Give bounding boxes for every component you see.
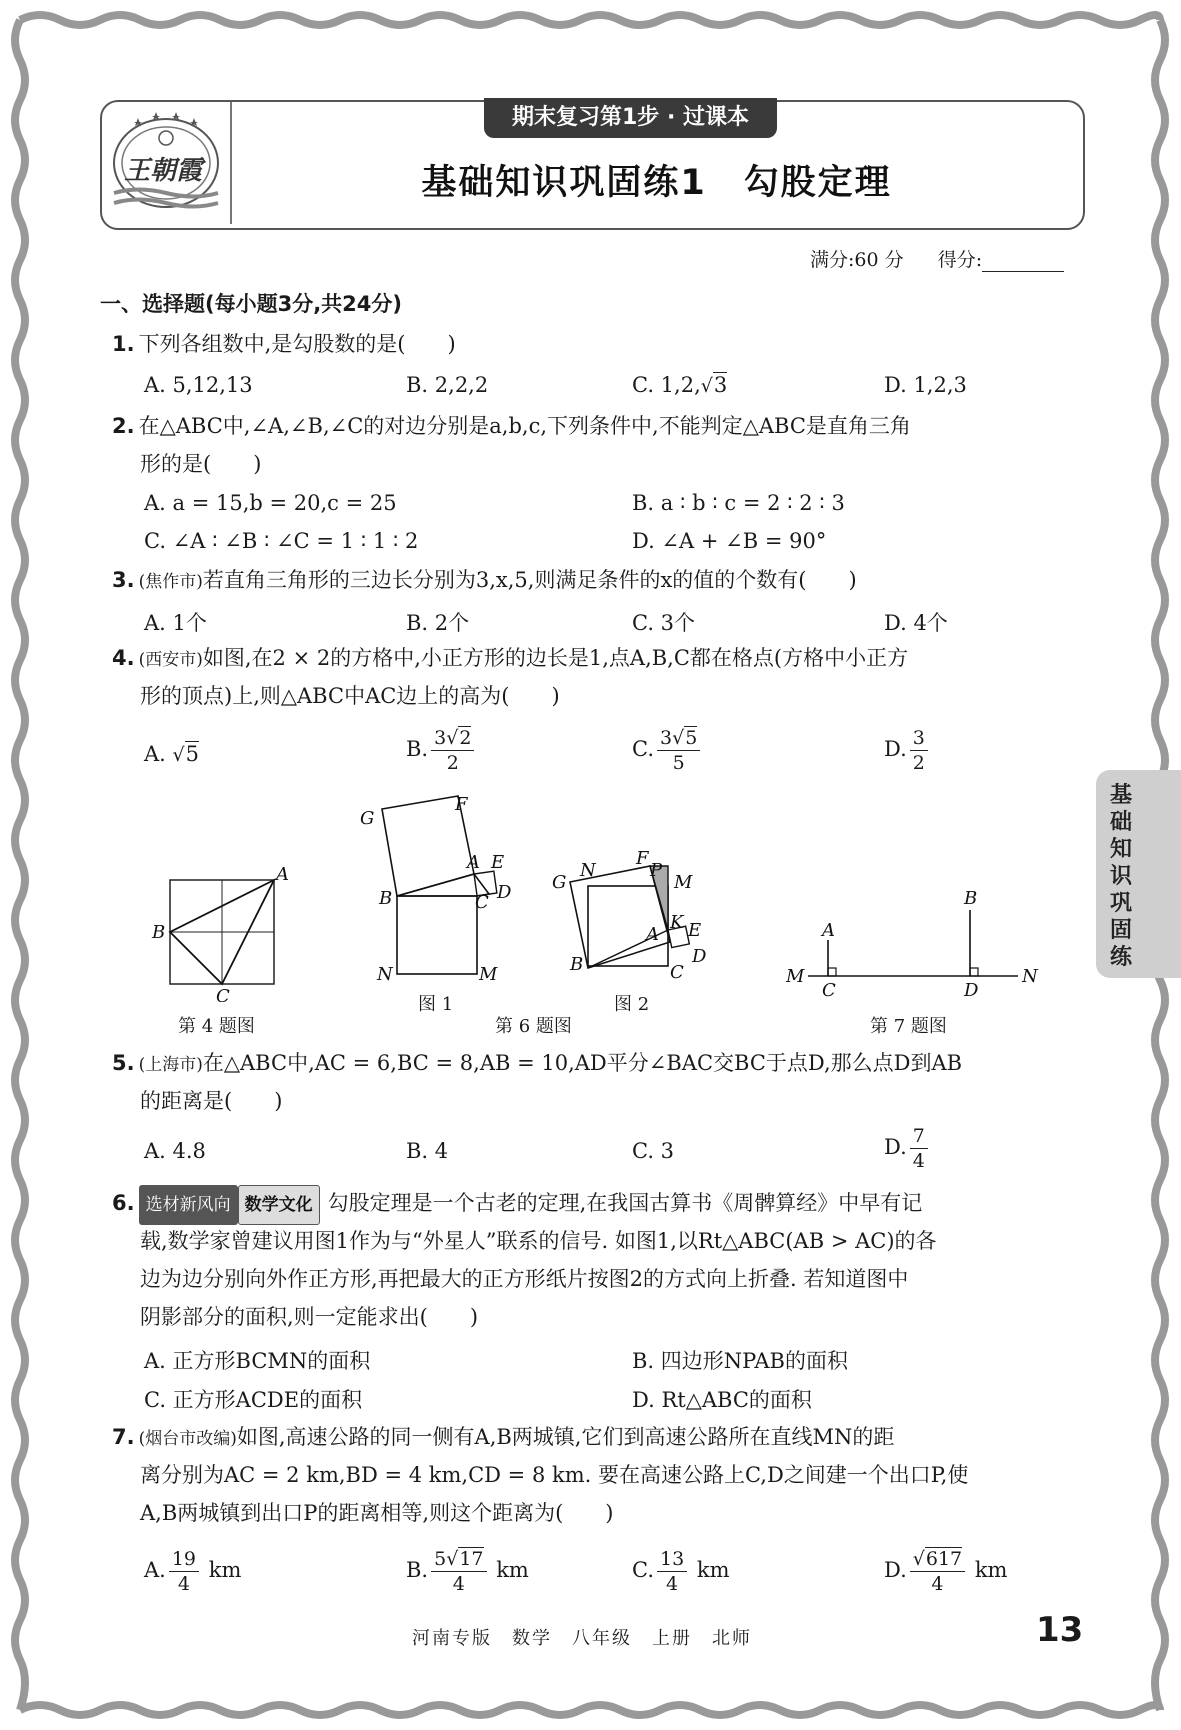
- fraction: [910, 1547, 965, 1596]
- score-blank: [982, 253, 1064, 272]
- q1-option-a: A. 5,12,13: [144, 373, 253, 397]
- option-prefix: D.: [884, 1135, 907, 1159]
- label-D: D: [964, 980, 979, 1001]
- q5-option-c: C. 3: [632, 1139, 675, 1163]
- figure-6-2: [550, 846, 720, 982]
- label-E: E: [688, 920, 702, 941]
- sqrt-symbol: √: [912, 1548, 925, 1570]
- q6-option-d: D. Rt△ABC的面积: [632, 1388, 812, 1412]
- tag-math-culture: 数学文化: [238, 1185, 320, 1225]
- question-number: 1.: [112, 332, 135, 356]
- unit: km: [974, 1558, 1008, 1582]
- sqrt-symbol: √: [172, 744, 185, 766]
- label-M: M: [479, 964, 498, 982]
- q2-option-d: D. ∠A + ∠B = 90°: [632, 529, 827, 553]
- numerator: 7: [910, 1124, 928, 1149]
- q4-option-a: [144, 742, 199, 766]
- figure-6-1: [355, 792, 515, 982]
- q5-option-d: [884, 1124, 931, 1173]
- score-bar: [810, 245, 1064, 272]
- q1-option-d: D. 1,2,3: [884, 373, 967, 397]
- fraction: [431, 1547, 486, 1596]
- fraction: [169, 1547, 199, 1596]
- question-source: (烟台市改编): [138, 1429, 237, 1449]
- sqrt-symbol: √: [446, 1548, 459, 1570]
- numerator: 3: [910, 726, 928, 751]
- radicand: 5: [685, 727, 698, 749]
- label-G: G: [552, 872, 567, 893]
- fig6-caption: 第 6 题图: [495, 1016, 572, 1037]
- radicand: 17: [459, 1548, 484, 1570]
- sqrt-symbol: √: [446, 727, 459, 749]
- label-B: B: [570, 954, 584, 975]
- question-number: 7.: [112, 1425, 135, 1449]
- option-prefix: A.: [144, 742, 166, 766]
- denominator: 2: [446, 752, 459, 774]
- q5-option-a: A. 4.8: [144, 1139, 206, 1163]
- label-D: D: [497, 882, 512, 903]
- radicand: 5: [185, 742, 200, 766]
- question-stem-line1: 勾股定理是一个古老的定理,在我国古算书《周髀算经》中早有记: [327, 1191, 923, 1215]
- figure-4: [148, 862, 298, 1002]
- label-B: B: [379, 888, 393, 909]
- denominator: 4: [177, 1573, 190, 1595]
- fig4-caption: 第 4 题图: [178, 1016, 255, 1037]
- figure-7: [782, 882, 1042, 1002]
- label-N: N: [1022, 966, 1038, 987]
- question-1: [112, 325, 456, 363]
- sqrt-symbol: √: [672, 727, 685, 749]
- q2-option-c: C. ∠A ∶ ∠B ∶ ∠C = 1 ∶ 1 ∶ 2: [144, 529, 419, 553]
- coefficient: 5: [434, 1548, 447, 1570]
- option-prefix: C.: [632, 737, 654, 761]
- label-C: C: [216, 986, 230, 1002]
- sqrt-symbol: √: [700, 375, 713, 397]
- q5-option-b: B. 4: [406, 1139, 449, 1163]
- option-prefix: C. 1,2,: [632, 373, 701, 397]
- label-M: M: [786, 966, 805, 987]
- fraction: [910, 726, 928, 775]
- q2-option-a: A. a = 15,b = 20,c = 25: [144, 491, 397, 515]
- numerator: 13: [657, 1547, 687, 1572]
- fraction: [431, 726, 474, 775]
- question-stem-line1: 如图,在2 × 2的方格中,小正方形的边长是1,点A,B,C都在格点(方格中小正方: [202, 646, 909, 670]
- q3-option-b: B. 2个: [406, 611, 470, 635]
- denominator: 4: [452, 1573, 465, 1595]
- question-number: 6.: [112, 1191, 135, 1215]
- label-C: C: [670, 962, 684, 982]
- fraction: [657, 726, 700, 775]
- denominator: 4: [912, 1150, 925, 1172]
- q1-option-c: [632, 373, 727, 397]
- question-stem: 若直角三角形的三边长分别为3,x,5,则满足条件的x的值的个数有( ): [202, 568, 857, 592]
- q7-option-a: [144, 1547, 241, 1596]
- q4-option-c: [632, 726, 703, 775]
- label-N: N: [580, 860, 596, 881]
- label-F: F: [455, 794, 468, 815]
- tag-new-trend: 选材新风向: [139, 1185, 238, 1225]
- question-source: (上海市): [138, 1055, 203, 1075]
- denominator: 4: [666, 1573, 679, 1595]
- question-number: 5.: [112, 1051, 135, 1075]
- label-A: A: [276, 864, 289, 885]
- q7-option-c: [632, 1547, 730, 1596]
- question-5: [112, 1044, 962, 1084]
- option-prefix: D.: [884, 1558, 907, 1582]
- label-C: C: [822, 980, 836, 1001]
- option-prefix: C.: [632, 1558, 654, 1582]
- q7-option-b: [406, 1547, 529, 1596]
- q7-option-d: [884, 1547, 1007, 1596]
- q3-option-d: D. 4个: [884, 611, 948, 635]
- logo-text: 王朝霞: [124, 156, 203, 186]
- full-score: 满分:60 分: [810, 249, 904, 271]
- q1-option-b: B. 2,2,2: [406, 373, 489, 397]
- question-stem-line2: 离分别为AC = 2 km,BD = 4 km,CD = 8 km. 要在高速公路上C,D之间建一个出口P,使: [140, 1463, 969, 1487]
- fig6-1-caption: 图 1: [418, 994, 454, 1015]
- fraction: [910, 1124, 928, 1173]
- label-B: B: [152, 922, 166, 943]
- q6-option-a: A. 正方形BCMN的面积: [144, 1349, 371, 1373]
- fraction: [657, 1547, 687, 1596]
- q2-option-b: B. a ∶ b ∶ c = 2 ∶ 2 ∶ 3: [632, 491, 845, 515]
- score-label: 得分:: [937, 249, 983, 271]
- label-C: C: [475, 892, 489, 913]
- question-stem: 下列各组数中,是勾股数的是( ): [138, 332, 456, 356]
- coefficient: 3: [660, 727, 673, 749]
- q6-option-c: C. 正方形ACDE的面积: [144, 1388, 363, 1412]
- question-number: 2.: [112, 414, 135, 438]
- label-M: M: [674, 872, 693, 893]
- label-P: P: [650, 860, 663, 881]
- coefficient: 3: [434, 727, 447, 749]
- side-tab-label: 基础知识巩固练: [1110, 783, 1133, 970]
- question-number: 4.: [112, 646, 135, 670]
- step-tab: 期末复习第1步 · 过课本: [484, 98, 777, 138]
- question-source: (焦作市): [138, 572, 203, 592]
- section-title: 一、选择题(每小题3分,共24分): [100, 292, 403, 316]
- q3-option-a: A. 1个: [144, 611, 207, 635]
- footer-text: 河南专版 数学 八年级 上册 北师: [412, 1628, 752, 1649]
- question-stem-line4: 阴影部分的面积,则一定能求出( ): [140, 1305, 479, 1329]
- q4-option-d: [884, 726, 931, 775]
- label-G: G: [360, 808, 375, 829]
- unit: km: [496, 1558, 529, 1582]
- unit: km: [208, 1558, 242, 1582]
- q4-option-b: [406, 726, 477, 775]
- numerator: 19: [169, 1547, 199, 1572]
- denominator: 4: [931, 1573, 944, 1595]
- question-stem-line2: 的距离是( ): [140, 1089, 283, 1113]
- label-D: D: [692, 946, 707, 967]
- option-prefix: B.: [406, 1558, 429, 1582]
- denominator: 5: [672, 752, 685, 774]
- question-6: [112, 1184, 922, 1225]
- radicand: 2: [459, 727, 472, 749]
- question-stem-line3: A,B两城镇到出口P的距离相等,则这个距离为( ): [140, 1501, 614, 1525]
- option-prefix: A.: [144, 1558, 166, 1582]
- question-stem-line1: 在△ABC中,AC = 6,BC = 8,AB = 10,AD平分∠BAC交BC于点D,那么点D到AB: [202, 1051, 963, 1075]
- question-stem-line2: 载,数学家曾建议用图1作为与“外星人”联系的信号. 如图1,以Rt△ABC(AB > AC)的各: [140, 1229, 937, 1253]
- label-A: A: [822, 920, 835, 941]
- page-title: 基础知识巩固练1 勾股定理: [421, 163, 892, 203]
- denominator: 2: [912, 752, 925, 774]
- q3-option-c: C. 3个: [632, 611, 696, 635]
- label-K: K: [670, 912, 684, 933]
- question-source: (西安市): [138, 650, 203, 670]
- fig6-2-caption: 图 2: [614, 994, 650, 1015]
- label-A: A: [467, 852, 480, 873]
- question-stem-line2: 形的是( ): [140, 452, 262, 476]
- side-tab: [1096, 770, 1181, 978]
- fig7-caption: 第 7 题图: [870, 1016, 947, 1037]
- question-stem-line1: 如图,高速公路的同一侧有A,B两城镇,它们到高速公路所在直线MN的距: [236, 1425, 895, 1449]
- label-N: N: [377, 964, 393, 982]
- label-F: F: [636, 848, 649, 869]
- question-3: [112, 561, 857, 601]
- question-stem-line1: 在△ABC中,∠A,∠B,∠C的对边分别是a,b,c,下列条件中,不能判定△ABC是直角三角: [138, 414, 911, 438]
- option-prefix: D.: [884, 737, 907, 761]
- label-B: B: [964, 888, 978, 909]
- radicand: 617: [925, 1548, 963, 1570]
- q6-option-b: B. 四边形NPAB的面积: [632, 1349, 848, 1373]
- question-4: [112, 639, 908, 679]
- label-E: E: [491, 852, 505, 873]
- option-prefix: B.: [406, 737, 429, 761]
- label-A: A: [646, 924, 659, 945]
- page-number: 13: [1036, 1610, 1084, 1650]
- radicand: 3: [713, 373, 728, 397]
- question-stem-line2: 形的顶点)上,则△ABC中AC边上的高为( ): [140, 684, 560, 708]
- question-7: [112, 1418, 894, 1458]
- unit: km: [696, 1558, 730, 1582]
- question-number: 3.: [112, 568, 135, 592]
- question-2: [112, 407, 911, 445]
- question-stem-line3: 边为边分别向外作正方形,再把最大的正方形纸片按图2的方式向上折叠. 若知道图中: [140, 1267, 909, 1291]
